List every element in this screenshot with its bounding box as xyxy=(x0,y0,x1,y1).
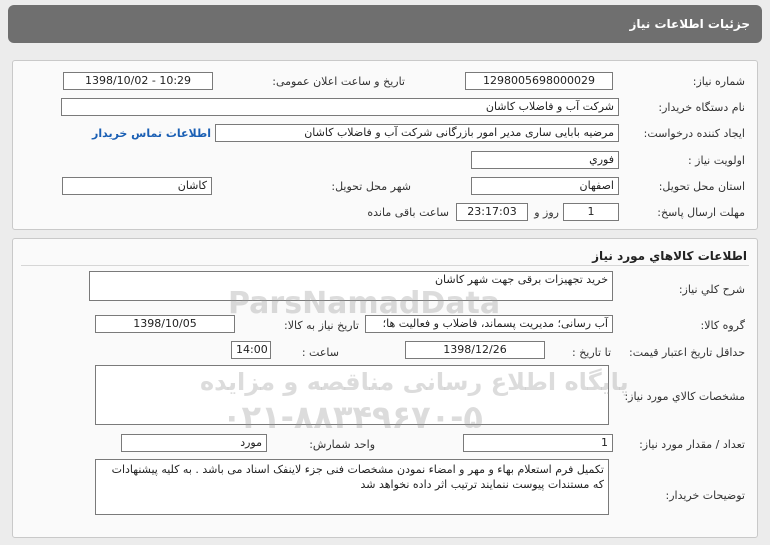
city-field: کاشان xyxy=(62,177,212,195)
goods-section-title: اطلاعات کالاهاي مورد نياز xyxy=(592,249,747,263)
need-description-field: خرید تجهیزات برقی جهت شهر کاشان xyxy=(89,271,613,301)
city-label: شهر محل تحویل: xyxy=(331,180,411,193)
days-suffix: روز و xyxy=(534,206,559,219)
announce-date-field: 1398/10/02 - 10:29 xyxy=(63,72,213,90)
buyer-notes-field: تکمیل فرم استعلام بهاء و مهر و امضاء نمودن مشخصات فنی جزء لاینفک اسناد می باشد . به کلیه پیشنهادات که مستندات پیوست ننمایند ترتیب اثر داده نخواهد شد xyxy=(95,459,609,515)
need-number-label: شماره نیاز: xyxy=(692,75,745,88)
province-field: اصفهان xyxy=(471,177,619,195)
unit-label: واحد شمارش: xyxy=(309,438,375,451)
buyer-org-label: نام دستگاه خریدار: xyxy=(658,101,745,114)
until-date-label: تا تاریخ : xyxy=(572,346,611,359)
buyer-contact-link[interactable]: اطلاعات تماس خریدار xyxy=(91,127,211,140)
priority-label: اولویت نیاز : xyxy=(687,154,745,167)
validity-hour-label: ساعت : xyxy=(301,346,339,359)
days-remaining-field: 1 xyxy=(563,203,619,221)
deadline-label: مهلت ارسال پاسخ: xyxy=(657,206,745,219)
watermark-phone: ۰۲۱-۸۸۳۴۹۶۷۰-۵ xyxy=(222,398,483,436)
watermark-brand: ParsNamadData xyxy=(228,286,501,321)
goods-group-field: آب رسانی؛ مدیریت پسماند، فاضلاب و فعالیت ها؛ xyxy=(365,315,613,333)
validity-time-field: 14:00 xyxy=(231,341,271,359)
need-description-label: شرح کلي نياز: xyxy=(678,283,745,296)
watermark-tagline: پایگاه اطلاع رسانی مناقصه و مزایده xyxy=(200,368,629,396)
unit-field: مورد xyxy=(121,434,267,452)
quantity-label: تعداد / مقدار مورد نیاز: xyxy=(639,438,745,451)
buyer-notes-label: توضیحات خریدار: xyxy=(665,489,745,502)
section-divider xyxy=(21,265,749,266)
province-label: استان محل تحویل: xyxy=(658,180,745,193)
announce-date-label: تاریخ و ساعت اعلان عمومی: xyxy=(272,75,405,88)
time-suffix: ساعت باقی مانده xyxy=(367,206,449,219)
page-header xyxy=(8,5,762,43)
creator-field: مرضیه بابایی ساری مدیر امور بازرگانی شرکت آب و فاضلاب کاشان xyxy=(215,124,619,142)
creator-label: ایجاد کننده درخواست: xyxy=(643,127,745,140)
spec-label: مشخصات کالاي مورد نياز: xyxy=(624,390,745,403)
time-remaining-field: 23:17:03 xyxy=(456,203,528,221)
price-validity-label: حداقل تاریخ اعتبار قیمت: xyxy=(629,346,745,359)
page-title: جزئیات اطلاعات نیاز xyxy=(629,17,750,31)
validity-date-field: 1398/12/26 xyxy=(405,341,545,359)
buyer-org-field: شرکت آب و فاضلاب کاشان xyxy=(61,98,619,116)
need-info-panel xyxy=(12,60,758,230)
quantity-field: 1 xyxy=(463,434,613,452)
need-number-field: 1298005698000029 xyxy=(465,72,613,90)
goods-group-label: گروه کالا: xyxy=(700,319,745,332)
need-date-label: تاریخ نیاز به کالا: xyxy=(284,319,359,332)
need-date-field: 1398/10/05 xyxy=(95,315,235,333)
priority-field: فوري xyxy=(471,151,619,169)
